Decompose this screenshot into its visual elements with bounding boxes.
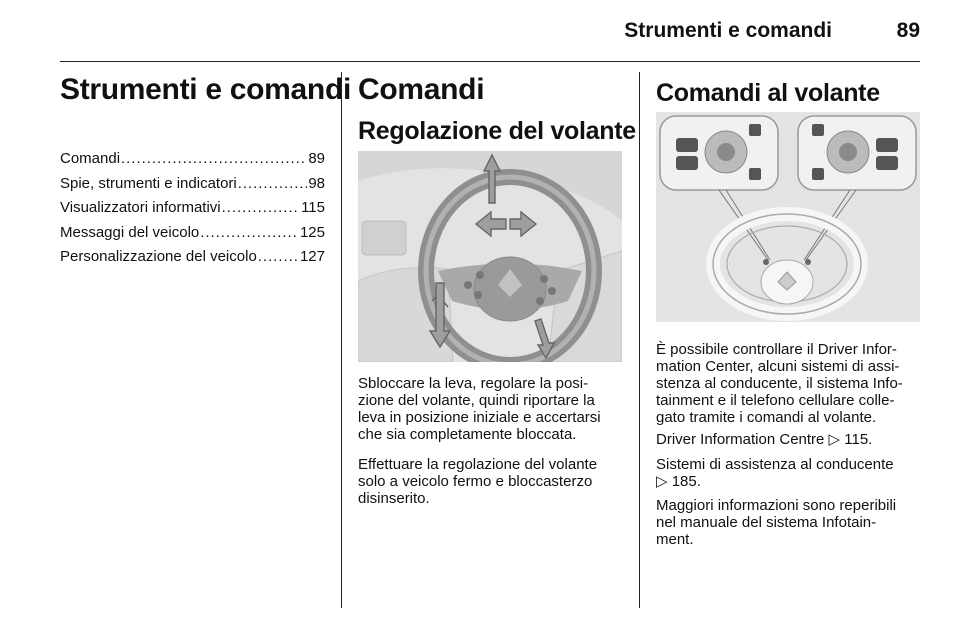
steering-paragraph-1 bbox=[358, 375, 624, 443]
steering-paragraph-2-text: Effettuare la regolazione del volante solo a veicolo fermo e bloccasterzo disinserito. bbox=[358, 456, 598, 507]
controls-paragraph-3 bbox=[656, 456, 922, 490]
controls-paragraph-4 bbox=[656, 497, 922, 548]
running-title: Strumenti e comandi bbox=[624, 19, 832, 42]
section-title: Comandi bbox=[358, 73, 485, 106]
steering-controls-illustration bbox=[656, 112, 920, 322]
controls-paragraph-2-text: Driver Information Centre ▷ 115. bbox=[656, 431, 873, 448]
toc-entry-label: Personalizzazione del veicolo bbox=[60, 248, 257, 266]
toc-entry-label: Spie, strumenti e indicatori bbox=[60, 174, 237, 192]
toc-leader-dots bbox=[258, 248, 299, 265]
controls-paragraph-2 bbox=[656, 431, 922, 448]
column-divider-left bbox=[341, 72, 342, 608]
chapter-title: Strumenti e comandi bbox=[60, 73, 352, 106]
controls-paragraph-4-text: Maggiori informazioni sono reperibili nel manuale del sistema Infotain- ment. bbox=[656, 497, 897, 548]
toc-entry-label: Visualizzatori informativi bbox=[60, 199, 221, 217]
toc-entry-page: 127 bbox=[299, 248, 325, 266]
toc-entry[interactable] bbox=[60, 175, 325, 200]
toc-leader-dots bbox=[238, 175, 308, 192]
steering-paragraph-2 bbox=[358, 456, 624, 507]
toc-entry[interactable] bbox=[60, 150, 325, 175]
table-of-contents bbox=[60, 150, 325, 273]
toc-entry-label: Comandi bbox=[60, 150, 121, 167]
steering-adjustment-illustration bbox=[358, 151, 622, 362]
toc-entry[interactable] bbox=[60, 199, 325, 224]
toc-leader-dots bbox=[222, 199, 300, 216]
steering-wheel-drawing bbox=[358, 151, 622, 362]
controls-paragraph-1 bbox=[656, 341, 922, 426]
toc-leader-dots bbox=[121, 150, 307, 167]
toc-leader-dots bbox=[200, 224, 299, 241]
toc-entry[interactable] bbox=[60, 224, 325, 249]
toc-entry-page: 125 bbox=[299, 223, 325, 241]
controls-paragraph-3-text: Sistemi di assistenza al conducente ▷ 185. bbox=[656, 456, 894, 490]
toc-entry-page: 89 bbox=[308, 150, 325, 167]
toc-entry-page: 98 bbox=[308, 174, 325, 192]
section-title: Comandi al volante bbox=[656, 79, 880, 107]
page-number: 89 bbox=[896, 19, 920, 42]
toc-entry-label: Messaggi del veicolo bbox=[60, 223, 200, 241]
steering-paragraph-1-text: Sbloccare la leva, regolare la posi- zione del volante, quindi riportare la leva in posizione iniziale e accertarsi che sia completamente bloccata. bbox=[358, 375, 601, 443]
page-header bbox=[60, 0, 920, 62]
controls-paragraph-1-text: È possibile controllare il Driver Infor- mation Center, alcuni sistemi di assi- stenza al conducente, il sistema Info- tainment e il telefono cellulare colle- gato tramite i comandi al volante. bbox=[656, 341, 903, 426]
steering-controls-drawing bbox=[656, 112, 920, 322]
toc-entry[interactable] bbox=[60, 248, 325, 273]
subsection-title: Regolazione del volante bbox=[358, 117, 636, 145]
toc-entry-page: 115 bbox=[301, 199, 325, 217]
column-divider-right bbox=[639, 72, 640, 608]
